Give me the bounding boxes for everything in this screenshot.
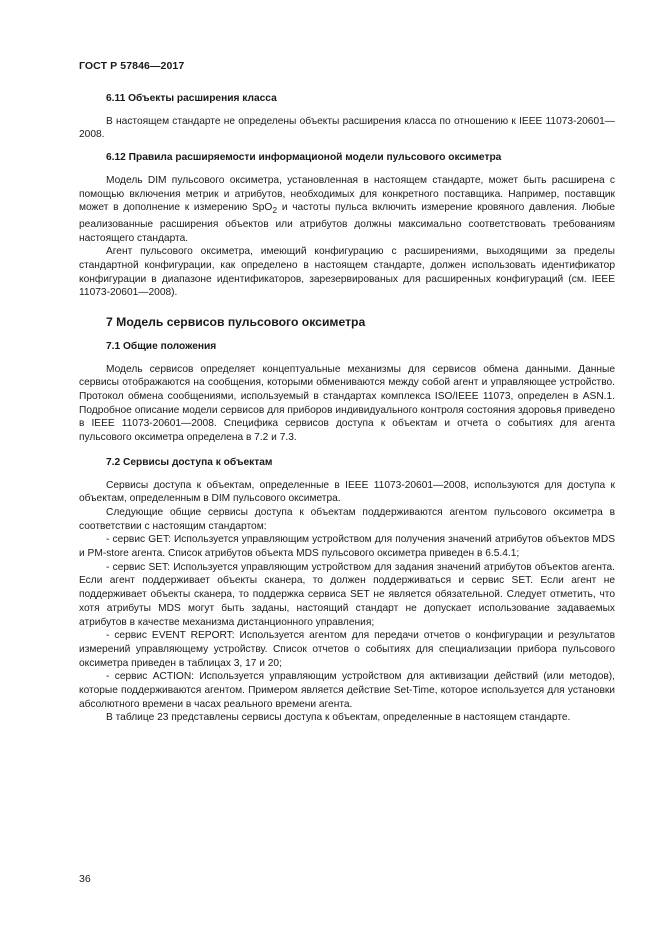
subscript-two: 2 [272,205,278,216]
page-number: 36 [79,873,91,885]
section-6-11-heading: 6.11 Объекты расширения класса [106,93,277,104]
section-7-2-paragraph-1: Сервисы доступа к объектам, определенные в IEEE 11073-20601—2008, используются для доступа к объектам, определенным в DIM пульсового оксиметра. [79,479,615,505]
list-item-event-report: - сервис EVENT REPORT: Используется агентом для передачи отчетов о конфигурации и результатов измерений управляющему устройству. Список отчетов о событиях для специализации прибора пульсового оксиметра приведен в таблицах 3, 17 и 20; [79,630,615,669]
section-7-heading: 7 Модель сервисов пульсового оксиметра [106,315,366,330]
section-7-2-heading: 7.2 Сервисы доступа к объектам [106,456,273,468]
section-6-12-heading: 6.12 Правила расширяемости информационой модели пульсового оксиметра [106,152,502,164]
section-7-2-paragraph-2: Следующие общие сервисы доступа к объектам поддерживаются агентом пульсового оксиметра в соответствии с настоящим стандартом: [79,506,615,532]
section-7-1-paragraph: Модель сервисов определяет концептуальные механизмы для сервисов обмена данными. Данные сервисы отображаются на сообщения, которыми обмениваются между собой агент и управляющее устройство. Протокол обмена сообщениями, используемый в стандартах комплекса ISO/IEEE 11073, определен в ASN.1. Подробное описание модели сервисов для приборов индивидуального контроля состояния здоровья приведено в IEEE 11073-20601—2008. Спецификa сервисов доступа к объектам и отчета о событиях для агента пульсового оксиметра определена в 7.2 и 7.3. [79,363,615,444]
list-item-set: - сервис SET: Используется управляющим устройством для задания значений атрибутов объектов агента. Если агент поддерживает объекты сканера, то должен поддерживаться и сервис SET. Если агент не поддерживает объекты сканера, то поддержка сервиса SET не является обязательной. Следует отметить, что хотя атрибуты MDS могут быть заданы, настоящий стандарт не допускает использование задаваемых атрибутов в качестве механизма дистанционного управления; [79,561,615,628]
standard-header: ГОСТ Р 57846—2017 [79,60,185,72]
section-6-12-paragraph-2: Агент пульсового оксиметра, имеющий конфигурацию с расширениями, выходящими за пределы стандартной конфигурации, как определено в настоящем стандарте, должен использовать идентификатор конфигурации в диапазоне идентификаторов, зарезервированых для расширенных конфигураций (см. IEEE 11073-20601—2008). [79,246,615,299]
section-7-1-heading: 7.1 Общие положения [106,340,217,352]
list-item-get: - сервис GET: Используется управляющим устройством для получения значений атрибутов объектов MDS и PM-store агента. Список атрибутов объекта MDS пульсового оксиметра приведен в 6.5.4.1; [79,534,615,560]
section-6-11-paragraph: В настоящем стандарте не определены объекты расширения класса по отношению к IEEE 11073-20601—2008. [79,115,615,141]
paragraph-text: Модель DIM пульсового оксиметра, установленная в настоящем стандарте, может быть расширена с помощью включения метрик и атрибутов, необходимых для конкретного поставщика. Например, поставщик может в дополнение к измерению SpO [79,174,615,214]
page-content [79,92,615,725]
section-7-2-paragraph-3: В таблице 23 представлены сервисы доступа к объектам, определенные в настоящем стандарте. [106,712,571,724]
section-6-12-paragraph-1 [79,174,615,246]
paragraph-text: и частоты пульса включить измерение кровяного давления. Любые реализованные расширения объектов или атрибутов должны максимально соответствовать требованиям настоящего стандарта. [79,202,615,244]
list-item-action: - сервис ACTION: Используется управляющим устройством для активизации действий (или методов), которые поддерживаются агентом. Примером является действие Set-Time, которое используется для установки абсолютного времени в часах реального времени агента. [79,671,615,710]
